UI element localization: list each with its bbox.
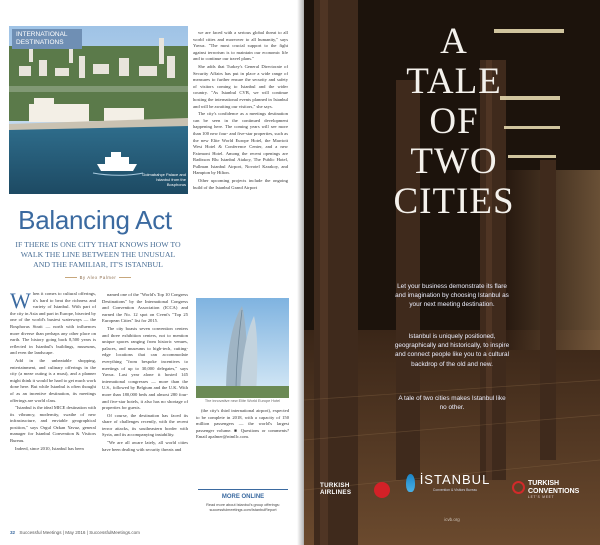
ad-body-text: Let your business demonstrate its flare and imagination by choosing Istanbul as your next meeting destination. bbox=[395, 283, 509, 309]
ad-headline-line: TWO bbox=[410, 141, 498, 182]
article-headline: Balancing Act bbox=[18, 205, 172, 235]
istanbul-bosphorus-photo bbox=[9, 26, 188, 194]
article-byline bbox=[50, 275, 146, 280]
ad-body-text: A tale of two cities makes Istanbul like no other. bbox=[398, 395, 506, 412]
more-online-title: MORE ONLINE bbox=[221, 494, 265, 500]
paragraph: She adds that Turkey's General Directorate of Security Affairs has put in place a wide range of measures to further ensure the security and safety of visitors coming to Istanbul and the wider country. "As Istanbul CVB, we will continue hosting the international events planned in Istanbul and will be awaiting our visitors," she says. bbox=[193, 63, 288, 109]
circle-mark-icon bbox=[512, 481, 525, 494]
logo-text: CONVENTIONS bbox=[528, 487, 580, 495]
paragraph: The city boasts seven convention centers and three exhibition centers, not to mention unique spaces ranging from historic venues, palaces, and museums to high-tech, cutting-edge locations that can accommodate everything "from bespoke incentives to meetings of up to 30,000 delegates," says Yavuz. Last year alone it hosted 145 international congresses — more than the U.S., followed by Belgium and the U.K. With more than 180,000 beds and almost 280 four- and five-star hotels, it also has no shortage of properties for guests. bbox=[102, 325, 188, 411]
folio-text: Successful Meetings | May 2016 | SuccessfulMeetings.com bbox=[19, 530, 141, 535]
logo-text: AIRLINES bbox=[320, 489, 352, 496]
paragraph: Add in the unbeatable shopping, entertainment, and culinary offerings in the city (a meze outing is a must), and a planner might think it would be hard to get much work done here. But while Istanbul is often thought of as an incentive destination, its meetings offerings are world class. bbox=[10, 357, 96, 403]
more-online-link[interactable]: Read more about Istanbul's group offerings: successfulmeetings.com/IstanbulReport bbox=[206, 503, 280, 512]
paragraph: named one of the "World's Top 10 Congress Destinations" by the International Congress and Convention Association (ICCA) and earned the No. 12 spot on Cvent's "Top 25 European Cities" list for 2015. bbox=[102, 292, 188, 324]
ad-headline-line: CITIES bbox=[393, 181, 515, 222]
paragraph: (the city's third international airport), expected to be complete in 2018, with a capacity of 150 million passengers — the world's largest passenger volume. ■ Questions or comments? Email apalmer@ntmllc.com. bbox=[196, 408, 289, 440]
ad-url[interactable]: icvb.org bbox=[444, 517, 460, 522]
paragraph: Other upcoming projects include the ongoing build of the Istanbul Grand Airport bbox=[193, 178, 288, 190]
ad-headline-line: A bbox=[440, 21, 468, 62]
elite-world-hotel-photo bbox=[196, 298, 289, 398]
article-column-bottom-right bbox=[196, 408, 289, 476]
section-tag: INTERNATIONAL DESTINATIONS bbox=[12, 29, 82, 49]
ad-headline-line: OF bbox=[429, 101, 479, 142]
article-deck: IF THERE IS ONE CITY THAT KNOWS HOW TO WALK THE LINE BETWEEN THE UNUSUAL AND THE FAMILIAR, IT'S ISTANBUL bbox=[15, 240, 181, 269]
istanbul-advertisement bbox=[304, 0, 600, 545]
article-column-middle bbox=[102, 292, 188, 524]
paragraph: Indeed, since 2010, Istanbul has been bbox=[15, 445, 84, 451]
logo-text: TURKISH bbox=[320, 482, 350, 489]
paragraph: Of course, the destination has faced its share of challenges recently, with the recent terror attacks, its southeastern border with Syria, and its accompanying instability. bbox=[102, 412, 188, 438]
logo-tagline: LET'S MEET bbox=[528, 495, 555, 499]
ad-headline bbox=[384, 22, 524, 222]
paragraph: "Istanbul is the ideal MICE destination with its vibrancy, modernity, swathe of new infrastructure, and enviable geographical position," says Orgul Ozkan Yavuz, general manager for Istanbul Convention & Visitors Bureau. bbox=[10, 405, 96, 444]
hotel-photo-caption: The innovative new Elite World Europe Hotel bbox=[204, 399, 281, 403]
drop-cap: W bbox=[10, 291, 31, 313]
logo-text: İSTANBUL bbox=[419, 472, 491, 487]
tulip-icon bbox=[406, 474, 415, 492]
ad-headline-line: TALE bbox=[406, 61, 502, 102]
paragraph: The city's confidence as a meetings destination can be seen in the continued development happening here. The coming years will see more than 100 new four- and five-star properties, such as the new Elite World Europe Hotel, the Marriott West Hotel & Conference Center, and a new Fairmont Hotel. Among the recent openings are Radisson Blu Istanbul Atakoy, The Public Hotel, Pullman Istanbul Airport, Novotel Karakoy, and Hampton by Hilton. bbox=[193, 111, 288, 176]
article-column-right-top bbox=[193, 30, 288, 292]
istanbul-cvb-logo bbox=[410, 472, 500, 492]
page-folio bbox=[10, 530, 190, 535]
article-column-left bbox=[10, 291, 96, 524]
byline-text: By Alex Palmer bbox=[79, 275, 117, 280]
paragraph: hen it comes to cultural offerings, it's hard to beat the richness and variety of Istanbul. With part of the city in Asia and part in Europe, bisected by one of the world's busiest waterways — the Bosphorus Strait — north with influences more diverse than perhaps any other place on earth. The history going back 8,500 years is reflected in Istanbul's buildings, museums, and even the landscape. bbox=[10, 291, 96, 356]
turkish-conventions-logo bbox=[512, 480, 592, 499]
ad-body-text: Istanbul is uniquely positioned, geographically and historically, to inspire and connect people like you to a cultural backdrop of the old and new. bbox=[394, 333, 510, 368]
photo-caption: Dolmabahçe Palace and Istanbul from the Bosphorus bbox=[142, 172, 186, 187]
logo-tagline: Convention & Visitors Bureau bbox=[432, 488, 478, 492]
more-online-box[interactable] bbox=[198, 489, 288, 521]
paragraph: "We are all aware lately, all world cities have been dealing with security threats and bbox=[102, 440, 188, 452]
bird-emblem-icon bbox=[374, 482, 390, 498]
logo-text: TURKISH bbox=[528, 480, 560, 487]
turkish-airlines-logo bbox=[318, 482, 388, 496]
paragraph: we are faced with a serious global threat to all world cities and moreover to all humanity," says Yavuz. "The most crucial support to the fight against terrorism is to maintain our economic life and to continue our travel plans." bbox=[193, 30, 288, 62]
page-number: 32 bbox=[10, 530, 16, 535]
